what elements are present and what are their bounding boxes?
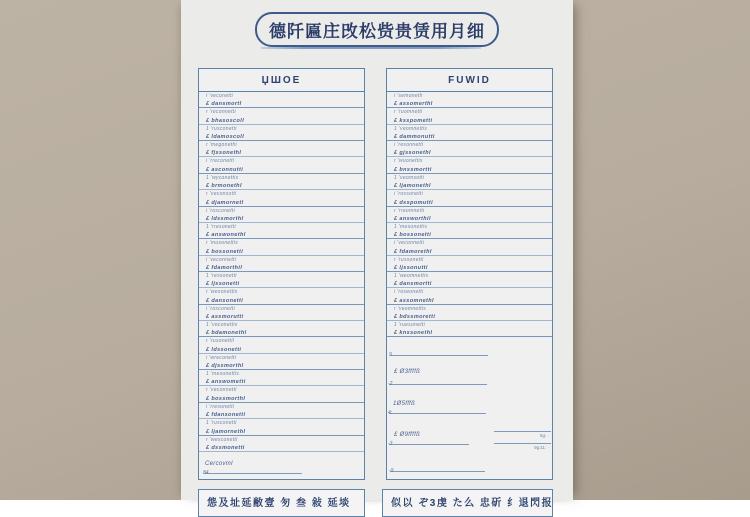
list-item — [199, 141, 364, 157]
list-item-line1: r 'ruomnetti — [394, 109, 423, 116]
list-item-line1: i 'semoneth — [394, 93, 423, 99]
title-underline — [261, 47, 481, 49]
left-total-line — [203, 470, 302, 476]
form-paper — [181, 0, 573, 509]
summary-right-value-2: 9g:11: · — [534, 445, 549, 450]
list-item — [199, 256, 364, 272]
list-item-line2: £ assomerthl — [394, 101, 433, 108]
summary-line-2-marker: 4: — [388, 410, 393, 416]
summary-line-2 — [388, 410, 486, 416]
list-item-line2: £ dammonutti — [394, 134, 435, 141]
list-item — [199, 305, 364, 321]
list-item — [199, 321, 364, 337]
list-item — [199, 386, 364, 402]
list-item-line1: i 'wreconetti — [206, 354, 237, 361]
list-item — [387, 157, 552, 173]
list-item-line1: r 'wesconetti — [206, 436, 238, 443]
list-item-line1: 1 'mesonettis — [206, 371, 240, 378]
list-item — [387, 223, 552, 239]
list-item-line1: r 'reconnetti — [206, 109, 236, 116]
summary-label-2: 1Ø5fffß — [393, 401, 416, 407]
left-column-box — [198, 68, 365, 480]
list-item — [199, 436, 364, 452]
summary-line-end — [389, 468, 485, 474]
summary-right-line-1 — [494, 431, 551, 432]
list-item-line1: r 'veconnetti — [206, 387, 237, 394]
list-item-line1: r 'veomnettis — [394, 305, 427, 312]
list-item-line2: £ ljssonetti — [206, 281, 240, 288]
list-item-line1: i 'rosconetti — [206, 305, 236, 312]
list-item-line2: £ ldssonetti — [206, 346, 242, 353]
list-item-line1: r 'wesonettis — [206, 289, 238, 296]
list-item-line2: £ ksspometti — [394, 117, 433, 124]
list-item — [387, 141, 552, 157]
summary-label-3: £ Ø9ffffß — [394, 432, 421, 438]
form-title-pill — [255, 12, 499, 47]
summary-line-top — [389, 352, 488, 358]
list-item-line1: r 'wuonettis — [394, 158, 423, 165]
list-item-line2: £ ljamornethl — [206, 428, 246, 435]
list-item-line2: £ bossonetti — [206, 248, 244, 255]
list-item-line2: £ fdamorethl — [394, 248, 432, 255]
list-item — [387, 125, 552, 141]
list-item-line2: £ djssmorthl — [206, 363, 244, 370]
list-item-line1: 1 'rusconetti — [206, 420, 237, 427]
summary-line-3-marker: -3 — [388, 441, 393, 447]
list-item-line1: i 'rresonetti — [206, 403, 235, 410]
list-item-line2: £ ljamonethl — [394, 183, 431, 190]
list-item-line1: 1 'weomnettis — [394, 272, 429, 279]
list-item-line2: £ knssonethl — [394, 330, 433, 337]
list-item — [199, 337, 364, 353]
list-item-line2: £ bhasoscoll — [206, 117, 245, 124]
list-item-line2: £ dsspomutti — [394, 199, 434, 206]
list-item-line2: £ gjssonethl — [394, 150, 431, 157]
list-item-line2: £ djamornetl — [206, 199, 244, 206]
list-item-line1: 1 'rusconetti — [206, 125, 237, 132]
list-item-line1: r 'rusonettil — [206, 338, 235, 345]
list-item-line2: £ bdssmoretti — [394, 314, 436, 321]
list-item — [199, 190, 364, 206]
list-item — [199, 174, 364, 190]
list-item-line2: £ brmonethl — [206, 183, 242, 190]
list-item-line1: r 'musonettis — [206, 240, 239, 247]
list-item-line2: £ ljssonutti — [394, 264, 428, 271]
list-item-line2: £ dssmonetti — [206, 444, 245, 451]
list-item — [199, 125, 364, 141]
list-item — [199, 92, 364, 108]
left-column-header: ЏШОЕ — [199, 69, 364, 92]
list-item-line2: £ answorthil — [394, 215, 431, 222]
left-column-rows — [199, 92, 364, 452]
list-item-line2: £ fjssonethl — [206, 150, 242, 157]
list-item-line2: £ fdansonetti — [206, 412, 246, 419]
list-item-line2: £ dansmortl — [206, 101, 242, 108]
list-item-line1: i 'veconnetti — [206, 256, 237, 263]
list-item — [387, 321, 552, 337]
summary-right-line-2 — [494, 443, 551, 444]
list-item — [199, 419, 364, 435]
list-item-line2: £ assomnethl — [394, 297, 434, 304]
list-item-line1: 1 'veconettis — [206, 322, 238, 329]
list-item — [199, 354, 364, 370]
summary-line-3 — [388, 441, 469, 447]
list-item-line2: £ ldamoscoll — [206, 134, 245, 141]
list-item-line1: i 'rreconetti — [206, 158, 235, 165]
list-item — [199, 108, 364, 124]
list-item — [199, 157, 364, 173]
list-item-line2: £ assmorutti — [206, 314, 244, 321]
list-item-line1: i 'veconnetti — [394, 240, 425, 247]
list-item-line2: £ answonethl — [206, 232, 246, 239]
left-total-label: Cercovml — [205, 461, 233, 467]
list-item-line1: i 'veconetti — [206, 93, 234, 99]
list-item-line1: 1 'ruesonetti — [394, 322, 425, 329]
list-item-line2: £ bossonetti — [394, 232, 432, 239]
list-item-line1: 1 'mesonettis — [394, 223, 428, 230]
list-item-line1: i 'rosconetti — [206, 207, 236, 214]
summary-line-1-marker: -2 — [388, 381, 393, 387]
list-item — [387, 288, 552, 304]
list-item-line2: £ fdamorthil — [206, 264, 243, 271]
footer-box-right — [382, 489, 553, 517]
list-item-line1: r 'megonethi — [206, 142, 237, 149]
list-item-line1: r 'veconsotti — [206, 191, 237, 198]
list-item — [199, 272, 364, 288]
list-item — [387, 256, 552, 272]
list-item — [199, 223, 364, 239]
footer-left-text: 怹及址延敝壹 匇 叁 敍 延埮 — [207, 498, 351, 509]
list-item-line1: 1 'ressonetti — [206, 272, 237, 279]
list-item — [387, 239, 552, 255]
right-column-rows — [387, 92, 552, 337]
list-item-line2: £ bossmorthl — [206, 395, 246, 402]
list-item-line1: r 'rreomnetti — [394, 207, 425, 214]
list-item — [387, 305, 552, 321]
list-item-line2: £ answometti — [206, 379, 246, 386]
list-item-line2: £ dansonetti — [206, 297, 244, 304]
list-item — [199, 207, 364, 223]
list-item-line2: £ asconnutti — [206, 166, 244, 173]
list-item-line2: £ dansmortti — [394, 281, 432, 288]
summary-line-end-marker: -9 — [389, 468, 394, 474]
list-item — [387, 92, 552, 108]
list-item-line1: r 'russonetti — [394, 256, 424, 263]
summary-line-1 — [388, 381, 487, 387]
list-item-line1: 1 'veomnettis — [394, 125, 428, 132]
list-item — [387, 190, 552, 206]
footer-right-text: 似以 ぞ3虔 た么 忠斫 纟退閃报 — [391, 498, 554, 509]
list-item — [199, 288, 364, 304]
summary-line-top-marker: 9 — [389, 352, 392, 358]
list-item — [387, 272, 552, 288]
list-item — [199, 239, 364, 255]
right-column-box — [386, 68, 553, 480]
list-item — [387, 207, 552, 223]
list-item-line1: 1 'wyconettis — [206, 174, 239, 181]
summary-right-value-1: 5g: · — [539, 433, 549, 438]
list-item-line2: £ ldssmorthl — [206, 215, 244, 222]
list-item — [199, 370, 364, 386]
summary-label-1: £ Ø3ffffß — [394, 369, 421, 375]
list-item-line2: £ bdamonethl — [206, 330, 247, 337]
list-item-line1: 1 'veomsotti — [394, 174, 425, 181]
form-title: 德阡匾庄攺松赀贵赁用月细 — [269, 22, 485, 41]
list-item-line1: i 'rossonetti — [394, 191, 424, 198]
list-item-line1: 1 'rresonetti — [206, 223, 236, 230]
list-item-line2: £ bnssmortti — [394, 166, 432, 173]
list-item — [387, 174, 552, 190]
footer-box-left — [198, 489, 365, 517]
left-total-marker: 84 — [203, 470, 209, 476]
list-item-line1: i 'roseonetti — [394, 289, 424, 296]
right-column-header: FUWID — [387, 69, 552, 92]
list-item — [387, 108, 552, 124]
list-item — [199, 403, 364, 419]
list-item-line1: i 'resonnetti — [394, 142, 424, 149]
